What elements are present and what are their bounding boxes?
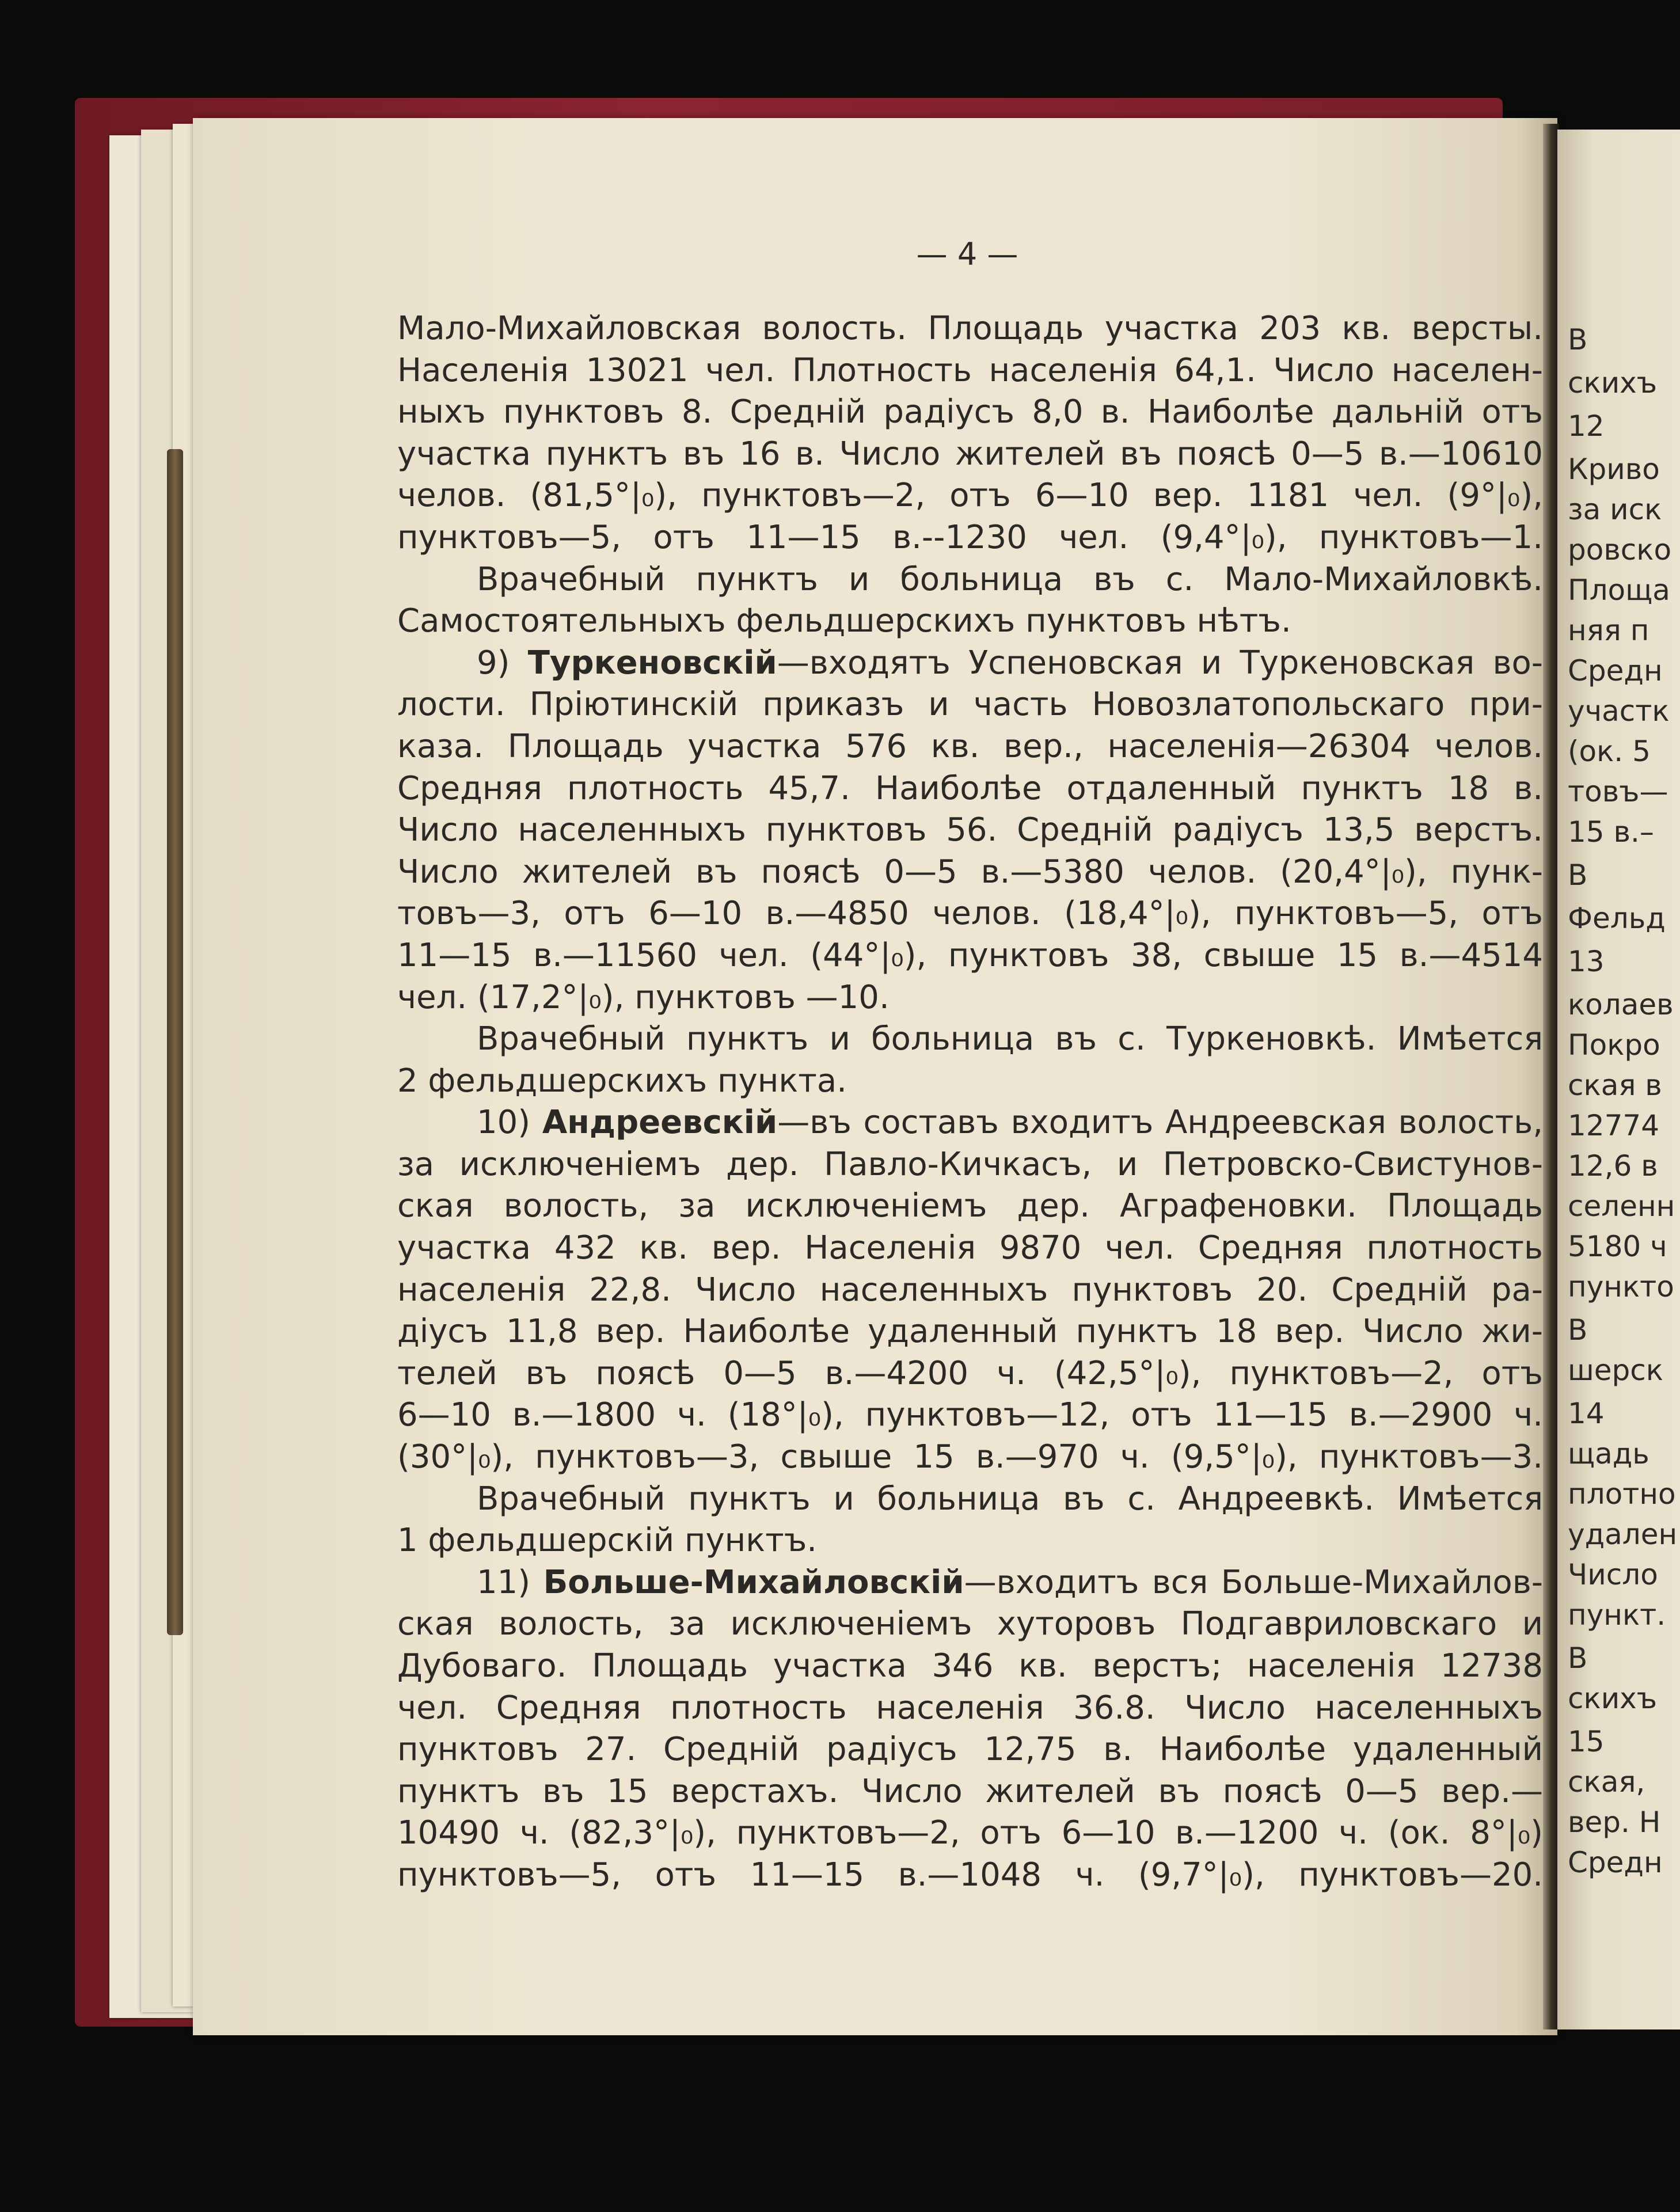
right-page-text-fragment: 15 в.–	[1568, 815, 1654, 849]
right-page-text-fragment: скихъ	[1568, 1682, 1658, 1715]
right-page-text-fragment: вер. Н	[1568, 1806, 1661, 1839]
text-line: 6—10 в.—1800 ч. (18°|₀), пунктовъ—12, отъ 11—15 в.—2900 ч.	[397, 1396, 1543, 1434]
right-page-text-fragment: В	[1568, 323, 1588, 356]
right-page-text-fragment: скихъ	[1568, 366, 1658, 400]
right-page-text-fragment: селенн	[1568, 1189, 1675, 1223]
right-page-text-fragment: Средн	[1568, 654, 1663, 687]
right-page-text-fragment: Площа	[1568, 573, 1670, 607]
text-line: ныхъ пунктовъ 8. Средній радіусъ 8,0 в. Наиболѣе дальній отъ	[397, 393, 1543, 431]
text-line: Врачебный пунктъ и больница въ с. Мало-Михайловкѣ.	[477, 560, 1543, 598]
text-line: ская волость, за исключеніемъ хуторовъ Подгавриловскаго и	[397, 1605, 1543, 1643]
text-line: пунктовъ—5, отъ 11—15 в.--1230 чел. (9,4°|₀), пунктовъ—1.	[397, 518, 1543, 556]
text-line: ская волость, за исключеніемъ дер. Аграфеновки. Площадь	[397, 1187, 1543, 1225]
text-line: Число населенныхъ пунктовъ 56. Средній радіусъ 13,5 верстъ.	[397, 811, 1543, 849]
text-line: пунктовъ—5, отъ 11—15 в.—1048 ч. (9,7°|₀), пунктовъ—20.	[397, 1856, 1543, 1894]
text-line: 10490 ч. (82,3°|₀), пунктовъ—2, отъ 6—10 в.—1200 ч. (ок. 8°|₀)	[397, 1814, 1543, 1852]
text-line: Населенія 13021 чел. Плотность населенія 64,1. Число населен-	[397, 351, 1543, 389]
section-heading: Андреевскій	[542, 1104, 778, 1142]
right-page-text-fragment: плотно	[1568, 1477, 1676, 1511]
line-text: —входятъ Успеновская и Туркеновская во-	[777, 644, 1543, 682]
right-page-text-fragment: Покро	[1568, 1028, 1660, 1062]
text-line	[397, 1562, 1543, 1604]
right-page-text-fragment: щадь	[1568, 1437, 1649, 1470]
text-line: 2 фельдшерскихъ пункта.	[397, 1062, 847, 1100]
right-page-text-fragment: В	[1568, 1313, 1588, 1347]
text-line: лости. Пріютинскій приказъ и часть Новозлатопольскаго при-	[397, 686, 1543, 724]
right-page-text-fragment: ская,	[1568, 1765, 1645, 1799]
line-text: —входитъ вся Больше-Михайлов-	[964, 1563, 1543, 1601]
text-line: 1 фельдшерскій пунктъ.	[397, 1522, 818, 1560]
text-line: 11—15 в.—11560 чел. (44°|₀), пунктовъ 38, свыше 15 в.—4514	[397, 936, 1543, 974]
right-page-text-fragment: удален	[1568, 1518, 1678, 1551]
text-line: товъ—3, отъ 6—10 в.—4850 челов. (18,4°|₀), пунктовъ—5, отъ	[397, 895, 1543, 933]
text-line	[397, 1102, 1543, 1144]
text-line: Дубоваго. Площадь участка 346 кв. верстъ; населенія 12738	[397, 1647, 1543, 1685]
right-page-text-fragment: товъ—	[1568, 775, 1668, 808]
text-line: пунктовъ 27. Средній радіусъ 12,75 в. Наиболѣе удаленный	[397, 1731, 1543, 1769]
text-line: чел. (17,2°|₀), пунктовъ —10.	[397, 978, 890, 1016]
right-page-text-fragment: В	[1568, 1641, 1588, 1675]
right-page-text-fragment: за иск	[1568, 493, 1662, 526]
text-line: Число жителей въ поясѣ 0—5 в.—5380 челов. (20,4°|₀), пунк-	[397, 853, 1543, 891]
right-page-text-fragment: 15	[1568, 1725, 1605, 1758]
right-page-text-fragment: 12,6 в	[1568, 1149, 1658, 1183]
right-page-text-fragment: 5180 ч	[1568, 1230, 1667, 1263]
text-line: діусъ 11,8 вер. Наиболѣе удаленный пунктъ 18 вер. Число жи-	[397, 1313, 1543, 1351]
section-heading: Больше-Михайловскій	[543, 1563, 964, 1601]
right-page-text-fragment: участк	[1568, 694, 1670, 728]
section-number: 10)	[477, 1104, 542, 1142]
section-number: 9)	[477, 644, 528, 682]
text-line: (30°|₀), пунктовъ—3, свыше 15 в.—970 ч. (9,5°|₀), пунктовъ—3.	[397, 1438, 1543, 1476]
right-page-text-fragment: Число	[1568, 1558, 1658, 1591]
right-page-text-fragment: ровско	[1568, 533, 1672, 567]
page-number: — 4 —	[916, 236, 1018, 272]
text-line: Врачебный пунктъ и больница въ с. Туркеновкѣ. Имѣется	[477, 1020, 1543, 1058]
right-page-text-fragment: Фельд	[1568, 902, 1666, 935]
right-page-text-fragment: пункт.	[1568, 1598, 1666, 1632]
text-line: Самостоятельныхъ фельдшерскихъ пунктовъ нѣтъ.	[397, 602, 1291, 640]
right-page-text-fragment: пункто	[1568, 1270, 1674, 1303]
right-page-text-fragment: В	[1568, 858, 1588, 892]
text-line: Мало-Михайловская волость. Площадь участка 203 кв. версты.	[397, 310, 1543, 347]
text-line: Средняя плотность 45,7. Наиболѣе отдаленный пунктъ 18 в.	[397, 769, 1543, 807]
right-page-text-fragment: 12774	[1568, 1109, 1660, 1142]
section-heading: Туркеновскій	[527, 644, 777, 682]
right-page-text-fragment: 14	[1568, 1397, 1605, 1430]
line-text: —въ составъ входитъ Андреевская волость,	[777, 1104, 1543, 1142]
text-line: челов. (81,5°|₀), пунктовъ—2, отъ 6—10 вер. 1181 чел. (9°|₀),	[397, 477, 1543, 515]
right-page-text-fragment: Криво	[1568, 453, 1660, 486]
text-line	[397, 643, 1543, 685]
right-page-text-fragment: шерск	[1568, 1354, 1663, 1387]
text-line: телей въ поясѣ 0—5 в.—4200 ч. (42,5°|₀), пунктовъ—2, отъ	[397, 1354, 1543, 1392]
right-page-text-fragment: Средн	[1568, 1846, 1663, 1879]
right-page-text-fragment: ская в	[1568, 1069, 1662, 1102]
text-line: каза. Площадь участка 576 кв. вер., населенія—26304 челов.	[397, 727, 1543, 765]
bookmark-ribbon	[167, 449, 183, 1635]
section-number: 11)	[477, 1563, 543, 1601]
right-page-text-fragment: 13	[1568, 945, 1605, 978]
page-body-text	[397, 308, 1543, 1896]
text-line: участка пунктъ въ 16 в. Число жителей въ поясѣ 0—5 в.—10610	[397, 435, 1543, 473]
text-line: Врачебный пунктъ и больница въ с. Андреевкѣ. Имѣется	[477, 1480, 1543, 1518]
right-page-text-fragment: (ок. 5	[1568, 735, 1651, 768]
right-page-text-fragment: няя п	[1568, 614, 1649, 647]
text-line: за исключеніемъ дер. Павло-Кичкасъ, и Петровско-Свистунов-	[397, 1145, 1543, 1183]
right-page-text-fragment: 12	[1568, 409, 1605, 443]
right-page	[1557, 130, 1680, 2029]
text-line: чел. Средняя плотность населенія 36.8. Число населенныхъ	[397, 1689, 1543, 1727]
text-line: населенія 22,8. Число населенныхъ пунктовъ 20. Средній ра-	[397, 1271, 1543, 1309]
text-line: участка 432 кв. вер. Населенія 9870 чел. Средняя плотность	[397, 1229, 1543, 1267]
book-gutter	[1543, 124, 1559, 2029]
right-page-text-fragment: колаев	[1568, 988, 1674, 1021]
text-line: пунктъ въ 15 верстахъ. Число жителей въ поясѣ 0—5 вер.—	[397, 1772, 1543, 1810]
